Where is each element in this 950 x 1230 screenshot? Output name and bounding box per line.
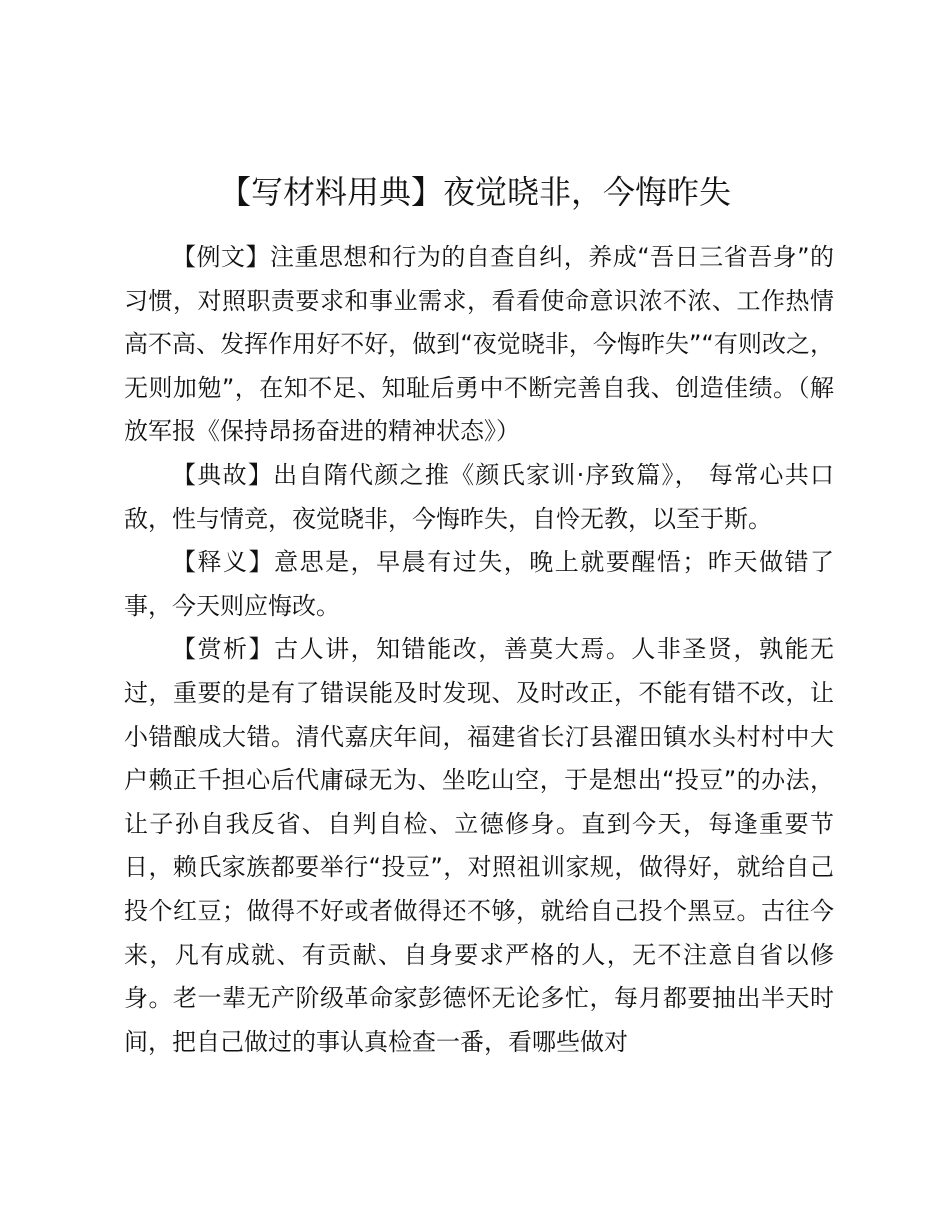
paragraph-appreciation: 【赏析】古人讲，知错能改，善莫大焉。人非圣贤，孰能无过，重要的是有了错误能及时发现、及时改正，不能有错不改，让小错酿成大错。清代嘉庆年间，福建省长汀县濯田镇水头村村中大户赖正千担心后代庸碌无为、坐吃山空，于是想出“投豆”的办法，让子孙自我反省、自判自检、立德修身。直到今天，每逢重要节日，赖氏家族都要举行“投豆”，对照祖训家规，做得好，就给自己投个红豆；做得不好或者做得还不够，就给自己投个黑豆。古往今来，凡有成就、有贡献、自身要求严格的人，无不注意自省以修身。老一辈无产阶级革命家彭德怀无论多忙，每月都要抽出半天时间，把自己做过的事认真检查一番，看哪些做对 — [124, 635, 834, 1056]
paragraph-allusion: 【典故】出自隋代颜之推《颜氏家训·序致篇》， 每常心共口敌，性与情竞，夜觉晓非，今悔昨失，自怜无教，以至于斯。 — [124, 460, 834, 533]
document-title: 【写材料用典】夜觉晓非，今悔昨失 — [218, 173, 731, 211]
document-body — [124, 236, 834, 1064]
paragraph-example: 【例文】注重思想和行为的自查自纠，养成“吾日三省吾身”的习惯，对照职责要求和事业需求，看看使命意识浓不浓、工作热情高不高、发挥作用好不好，做到“夜觉晓非，今悔昨失”“有则改之，无则加勉”，在知不足、知耻后勇中不断完善自我、创造佳绩。（解放军报《保持昂扬奋进的精神状态》） — [124, 243, 834, 446]
paragraph-meaning: 【释义】意思是，早晨有过失，晚上就要醒悟；昨天做错了事，今天则应悔改。 — [124, 548, 834, 620]
